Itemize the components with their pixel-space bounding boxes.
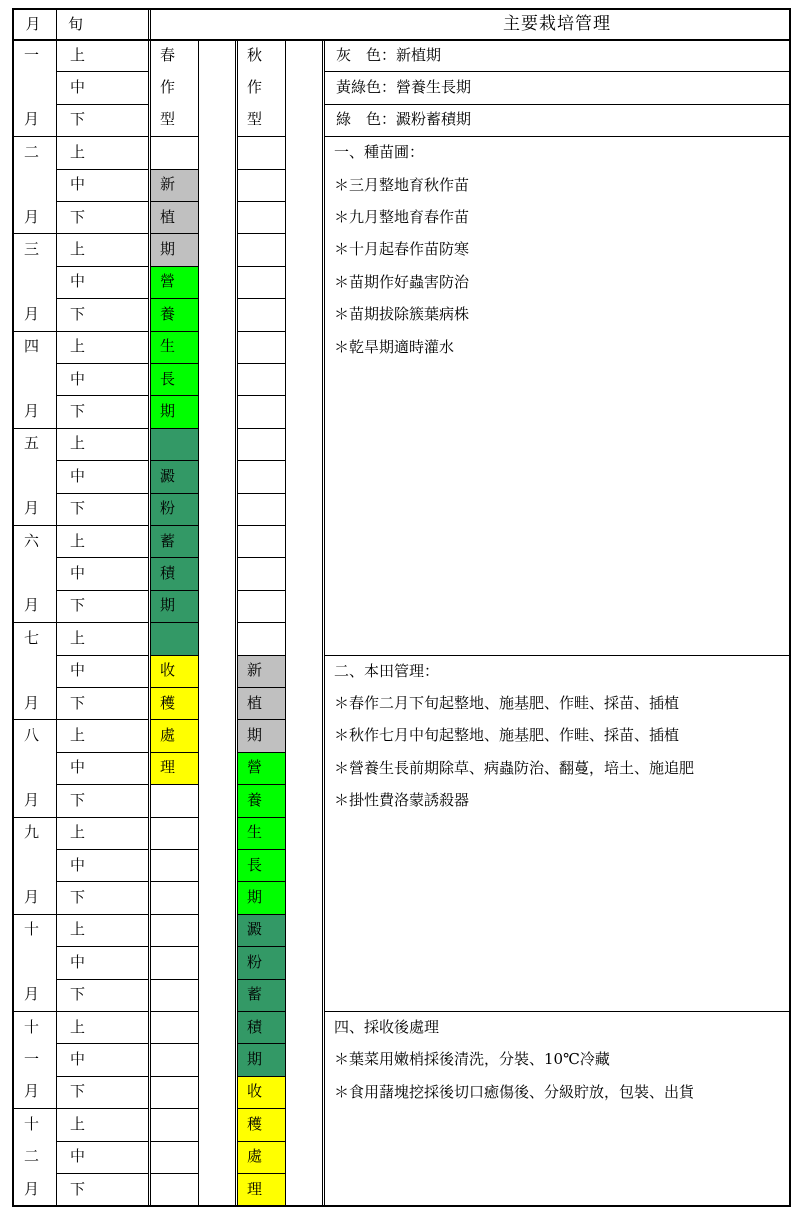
autumn-stage-label: 期 — [247, 888, 263, 907]
spring-stage-label: 理 — [160, 758, 176, 777]
h-rule — [324, 1011, 790, 1012]
period-label: 上 — [70, 434, 86, 453]
h-rule — [150, 946, 198, 947]
h-rule — [150, 784, 198, 785]
h-rule — [237, 525, 285, 526]
period-label: 下 — [70, 1082, 86, 1101]
v-rule — [198, 39, 199, 1205]
spring-stage-label: 期 — [160, 596, 176, 615]
month-label: 月 — [24, 499, 40, 518]
section-heading: 一、種苗圃： — [334, 143, 425, 162]
autumn-stage-label: 植 — [247, 693, 263, 712]
period-label: 中 — [70, 78, 86, 97]
h-rule — [237, 363, 285, 364]
spring-stage-label: 養 — [160, 304, 176, 323]
month-label: 十 — [24, 1114, 40, 1133]
v-rule — [789, 8, 791, 1207]
month-label: 月 — [24, 693, 40, 712]
month-label — [12, 752, 56, 784]
spring-stage-fill — [150, 428, 198, 460]
autumn-stage-label: 理 — [247, 1179, 263, 1198]
spring-stage-label: 長 — [160, 369, 176, 388]
section-item: ＊春作二月下旬起整地、施基肥、作畦、採苗、插植 — [334, 694, 680, 712]
month-label: 月 — [24, 596, 40, 615]
h-rule — [237, 169, 285, 170]
page-title: 主要栽培管理 — [503, 14, 611, 34]
h-rule — [237, 395, 285, 396]
h-rule — [150, 1011, 198, 1012]
h-rule — [150, 622, 198, 623]
h-rule — [324, 655, 790, 656]
section-item: ＊秋作七月中旬起整地、施基肥、作畦、採苗、插植 — [334, 726, 680, 745]
period-label: 中 — [70, 758, 86, 777]
month-label: 一 — [24, 1050, 40, 1069]
section-item: ＊苗期拔除簇葉病株 — [334, 305, 470, 324]
section-item: ＊食用藷塊挖採後切口癒傷後、分級貯放，包裝、出貨 — [334, 1082, 695, 1101]
month-label: 月 — [24, 1179, 40, 1198]
h-rule — [150, 136, 198, 137]
period-label: 上 — [70, 1017, 86, 1036]
period-label: 下 — [70, 110, 86, 129]
month-header: 月 — [25, 15, 41, 33]
autumn-type-label: 型 — [247, 110, 263, 129]
section-item: ＊九月整地育春作苗 — [334, 208, 470, 226]
period-label: 下 — [70, 1179, 86, 1198]
period-label: 中 — [70, 466, 86, 485]
autumn-type-label: 作 — [247, 78, 263, 97]
h-rule — [150, 1043, 198, 1044]
v-rule — [235, 39, 236, 1205]
h-rule — [237, 233, 285, 234]
h-rule — [150, 1141, 198, 1142]
legend-item: 灰 色：新植期 — [336, 45, 442, 64]
spring-stage-label: 期 — [160, 402, 176, 421]
spring-stage-label: 生 — [160, 337, 176, 356]
period-label: 上 — [70, 920, 86, 939]
month-label: 月 — [24, 110, 40, 129]
period-label: 中 — [70, 272, 86, 291]
period-label: 下 — [70, 402, 86, 421]
month-label — [12, 71, 56, 103]
spring-stage-label: 穫 — [160, 693, 176, 712]
period-label: 上 — [70, 337, 86, 356]
autumn-stage-label: 粉 — [247, 952, 263, 971]
h-rule — [150, 817, 198, 818]
spring-type-label: 作 — [160, 78, 176, 97]
autumn-stage-label: 營 — [247, 758, 263, 777]
section-item: ＊苗期作好蟲害防治 — [334, 272, 470, 291]
autumn-stage-label: 蓄 — [247, 985, 263, 1004]
period-label: 中 — [70, 661, 86, 680]
period-label: 下 — [70, 790, 86, 809]
autumn-stage-label: 長 — [247, 855, 263, 874]
h-rule — [237, 590, 285, 591]
autumn-stage-label: 生 — [247, 823, 263, 842]
period-label: 下 — [70, 304, 86, 323]
month-label: 七 — [24, 628, 40, 647]
autumn-stage-label: 收 — [247, 1082, 263, 1101]
h-rule — [237, 298, 285, 299]
month-label: 八 — [24, 726, 40, 745]
month-label: 月 — [24, 888, 40, 907]
autumn-stage-label: 養 — [247, 790, 263, 809]
autumn-stage-label: 期 — [247, 1050, 263, 1069]
h-rule — [237, 557, 285, 558]
v-rule — [322, 39, 323, 1205]
h-rule — [237, 493, 285, 494]
period-header: 旬 — [68, 15, 84, 33]
month-label: 四 — [24, 337, 40, 356]
period-label: 中 — [70, 952, 86, 971]
period-label: 下 — [70, 888, 86, 907]
spring-stage-label: 營 — [160, 272, 176, 291]
month-label — [12, 655, 56, 687]
month-label: 十 — [24, 920, 40, 939]
spring-stage-label: 處 — [160, 726, 176, 745]
period-label: 上 — [70, 240, 86, 259]
period-label: 中 — [70, 1147, 86, 1166]
section-item: ＊乾旱期適時灌水 — [334, 337, 455, 356]
legend-item: 黃綠色：營養生長期 — [336, 78, 472, 97]
section-item: ＊十月起春作苗防寒 — [334, 240, 470, 259]
period-label: 下 — [70, 596, 86, 615]
h-rule — [237, 331, 285, 332]
autumn-stage-label: 澱 — [247, 920, 263, 939]
h-rule — [150, 428, 198, 429]
month-label — [12, 169, 56, 201]
spring-stage-label: 植 — [160, 207, 176, 226]
month-label: 九 — [24, 823, 40, 842]
period-label: 下 — [70, 207, 86, 226]
month-label: 月 — [24, 207, 40, 226]
spring-stage-label: 澱 — [160, 466, 176, 485]
period-label: 上 — [70, 1114, 86, 1133]
month-label: 月 — [24, 790, 40, 809]
month-label: 二 — [24, 142, 40, 161]
month-label — [12, 557, 56, 589]
section-heading: 四、採收後處理 — [334, 1018, 440, 1036]
v-rule — [148, 8, 149, 1205]
h-rule — [237, 428, 285, 429]
h-rule — [150, 1173, 198, 1174]
autumn-stage-label: 穫 — [247, 1114, 263, 1133]
month-label: 二 — [24, 1147, 40, 1166]
h-rule — [150, 881, 198, 882]
period-label: 上 — [70, 531, 86, 550]
h-rule — [237, 266, 285, 267]
month-label: 三 — [24, 240, 40, 259]
month-label: 月 — [24, 402, 40, 421]
month-label — [12, 460, 56, 492]
legend-item: 綠 色：澱粉蓄積期 — [336, 110, 472, 129]
spring-type-label: 型 — [160, 110, 176, 129]
month-label: 六 — [24, 531, 40, 550]
month-label: 十 — [24, 1017, 40, 1036]
v-rule — [285, 39, 286, 1205]
period-label: 下 — [70, 985, 86, 1004]
h-rule — [324, 136, 790, 137]
v-rule — [324, 39, 325, 1205]
spring-stage-label: 粉 — [160, 499, 176, 518]
period-label: 中 — [70, 1050, 86, 1069]
month-label: 一 — [24, 45, 40, 64]
month-label — [12, 363, 56, 395]
period-label: 下 — [70, 693, 86, 712]
spring-stage-fill — [150, 622, 198, 654]
month-label — [12, 266, 56, 298]
section-item: ＊營養生長前期除草、病蟲防治、翻蔓，培土、施追肥 — [334, 758, 695, 777]
period-label: 上 — [70, 726, 86, 745]
spring-stage-label: 期 — [160, 240, 176, 259]
h-rule — [150, 849, 198, 850]
autumn-stage-label: 積 — [247, 1017, 263, 1036]
month-label: 月 — [24, 1082, 40, 1101]
h-rule — [150, 914, 198, 915]
section-heading: 二、本田管理： — [334, 661, 440, 680]
period-label: 上 — [70, 823, 86, 842]
spring-stage-label: 收 — [160, 661, 176, 680]
autumn-stage-label: 期 — [247, 726, 263, 745]
h-rule — [150, 1108, 198, 1109]
autumn-type-label: 秋 — [247, 45, 263, 64]
period-label: 中 — [70, 175, 86, 194]
period-label: 上 — [70, 142, 86, 161]
autumn-stage-label: 處 — [247, 1147, 263, 1166]
period-label: 上 — [70, 45, 86, 64]
month-label: 月 — [24, 304, 40, 323]
section-item: ＊葉菜用嫩梢採後清洗，分裝、10℃冷藏 — [334, 1050, 610, 1069]
period-label: 中 — [70, 564, 86, 583]
h-rule — [12, 1205, 790, 1207]
section-item: ＊三月整地育秋作苗 — [334, 175, 470, 194]
spring-stage-label: 積 — [160, 564, 176, 583]
spring-type-label: 春 — [160, 45, 176, 64]
month-label — [12, 946, 56, 978]
period-label: 下 — [70, 499, 86, 518]
h-rule — [237, 460, 285, 461]
h-rule — [237, 201, 285, 202]
h-rule — [237, 622, 285, 623]
spring-stage-label: 新 — [160, 175, 176, 194]
section-item: ＊掛性費洛蒙誘殺器 — [334, 791, 470, 810]
h-rule — [150, 979, 198, 980]
month-label: 月 — [24, 985, 40, 1004]
h-rule — [150, 1076, 198, 1077]
period-label: 中 — [70, 855, 86, 874]
spring-stage-label: 蓄 — [160, 531, 176, 550]
autumn-stage-label: 新 — [247, 661, 263, 680]
month-label: 五 — [24, 434, 40, 453]
period-label: 上 — [70, 628, 86, 647]
month-label — [12, 849, 56, 881]
h-rule — [237, 136, 285, 137]
period-label: 中 — [70, 369, 86, 388]
